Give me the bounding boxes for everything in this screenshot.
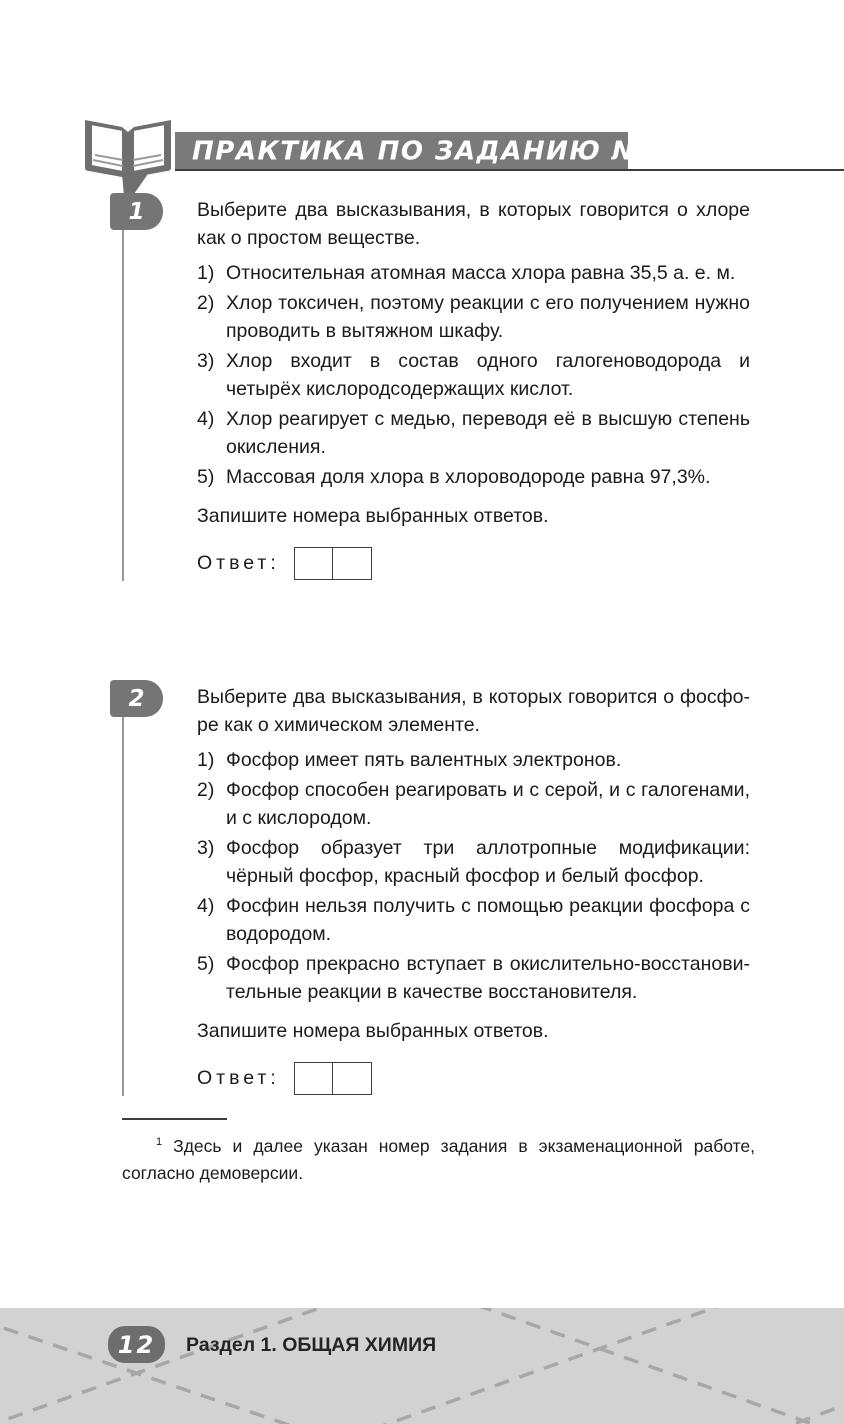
task-body	[197, 680, 750, 1096]
options-list	[197, 746, 750, 1006]
option-number: 4)	[197, 408, 215, 430]
option-text: Хлор токсичен, поэтому реакции с его получением нужно проводить в вытяжном шкафу.	[226, 292, 750, 342]
option-text: Относительная атомная масса хлора равна 35,5 а. е. м.	[226, 262, 736, 284]
answer-boxes	[294, 547, 372, 580]
page-footer	[0, 1308, 844, 1424]
options-list	[197, 259, 750, 491]
option-number: 5)	[197, 466, 215, 488]
instruction-text: Запишите номера выбранных ответов.	[197, 1020, 549, 1042]
option-number: 5)	[197, 953, 215, 975]
task-number-badge: 1	[110, 193, 163, 230]
task-question: Выберите два высказывания, в которых говорится о фосфоре как о химическом элементе.	[197, 686, 750, 736]
task-block-1	[122, 193, 750, 581]
option-text: Фосфор имеет пять валентных электронов.	[226, 749, 622, 771]
answer-label: Ответ:	[197, 551, 280, 574]
page-title: ПРАКТИКА ПО ЗАДАНИЮ № $1^1$	[192, 136, 687, 167]
option-item	[197, 347, 750, 403]
answer-row	[197, 1060, 750, 1096]
task-question: Выберите два высказывания, в которых говорится о хлоре как о простом веществе.	[197, 199, 750, 249]
answer-box-2[interactable]	[333, 1062, 372, 1095]
option-item	[197, 892, 750, 948]
option-number: 2)	[197, 779, 215, 801]
option-text: Массовая доля хлора в хлороводороде равна 97,3%.	[226, 466, 711, 488]
title-superscript: 1	[674, 136, 687, 155]
page-header	[80, 113, 844, 171]
footnote-text: $^1$ Здесь и далее указан номер задания в экзаменационной работе, согласно демоверсии.	[122, 1135, 755, 1183]
option-number: 4)	[197, 895, 215, 917]
answer-label: Ответ:	[197, 1066, 280, 1089]
option-item	[197, 776, 750, 832]
task-rail	[122, 199, 124, 581]
section-title: Раздел 1. ОБЩАЯ ХИМИЯ	[186, 1334, 437, 1356]
option-item	[197, 834, 750, 890]
answer-box-1[interactable]	[294, 547, 333, 580]
option-number: 3)	[197, 350, 215, 372]
footnote-marker: 1	[156, 1136, 163, 1148]
option-item	[197, 950, 750, 1006]
option-item	[197, 463, 750, 491]
instruction-text: Запишите номера выбранных ответов.	[197, 505, 549, 527]
page	[0, 113, 844, 1424]
header-rule	[175, 169, 844, 171]
task-rail	[122, 686, 124, 1096]
option-item	[197, 259, 750, 287]
option-text: Хлор реагирует с медью, переводя её в высшую степень окисления.	[226, 408, 750, 458]
task-number-badge: 2	[110, 680, 163, 717]
footnote-rule	[122, 1118, 227, 1120]
option-item	[197, 746, 750, 774]
answer-box-2[interactable]	[333, 547, 372, 580]
answer-row	[197, 545, 750, 581]
option-number: 2)	[197, 292, 215, 314]
option-text: Фосфин нельзя получить с помощью реакции фосфора с водородом.	[226, 895, 750, 945]
header-banner	[175, 132, 687, 171]
task-body	[197, 193, 750, 581]
task-block-2	[122, 680, 750, 1096]
option-text: Хлор входит в состав одного галогеноводорода и четырёх кислородсодержащих кислот.	[226, 350, 750, 400]
option-number: 1)	[197, 262, 215, 284]
option-number: 3)	[197, 837, 215, 859]
option-text: Фосфор образует три аллотропные модификации: чёрный фосфор, красный фосфор и белый фосфор.	[226, 837, 750, 887]
option-item	[197, 289, 750, 345]
answer-box-1[interactable]	[294, 1062, 333, 1095]
answer-boxes	[294, 1062, 372, 1095]
footnote	[122, 1118, 755, 1187]
option-text: Фосфор прекрасно вступает в окислительно-восстановительные реакции в качестве восстановителя.	[226, 953, 750, 1003]
option-item	[197, 405, 750, 461]
option-number: 1)	[197, 749, 215, 771]
page-number-badge: 12	[108, 1326, 165, 1363]
option-text: Фосфор способен реагировать и с серой, и с галогенами, и с кислородом.	[226, 779, 750, 829]
